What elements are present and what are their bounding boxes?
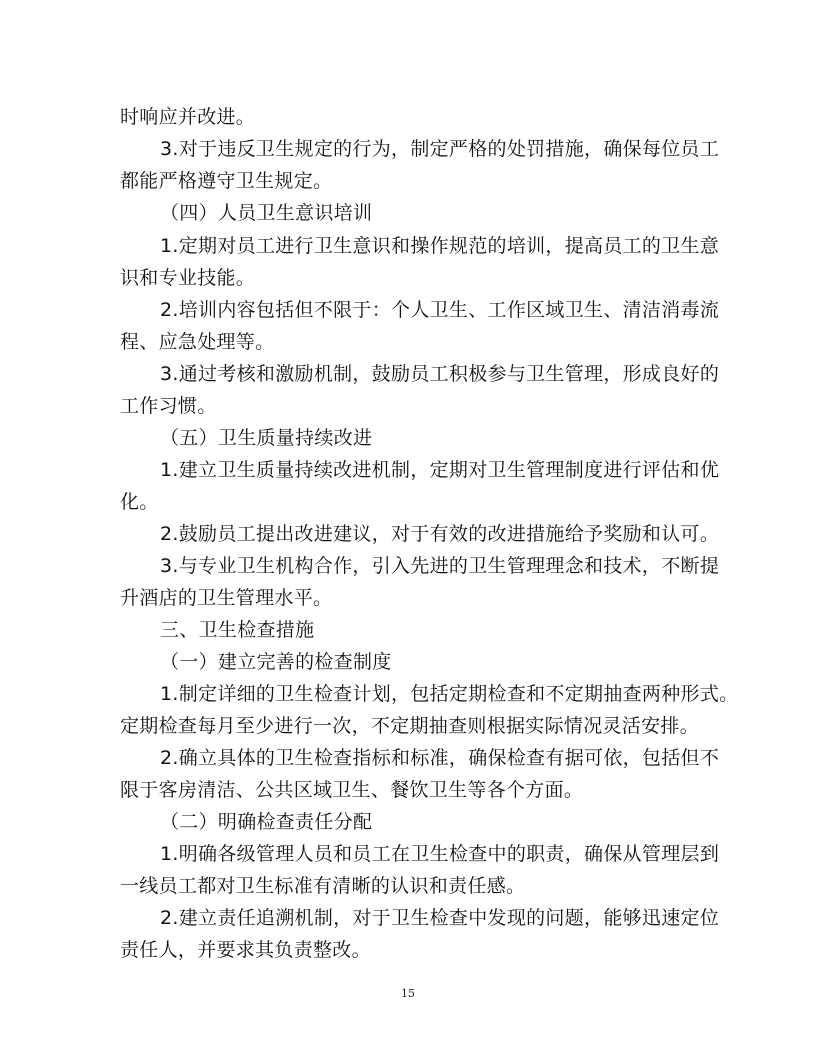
- text-line: 1.定期对员工进行卫生意识和操作规范的培训，提高员工的卫生意: [160, 235, 720, 257]
- text-line: 识和专业技能。: [120, 267, 256, 289]
- text-line: 3.对于违反卫生规定的行为，制定严格的处罚措施，确保每位员工: [160, 138, 720, 160]
- text-line: 化。: [120, 491, 159, 513]
- text-line: 程、应急处理等。: [120, 331, 275, 353]
- text-line: 2.鼓励员工提出改进建议，对于有效的改进措施给予奖励和认可。: [160, 523, 720, 545]
- text-line: 责任人，并要求其负责整改。: [120, 939, 371, 961]
- text-line: 2.培训内容包括但不限于：个人卫生、工作区域卫生、清洁消毒流: [160, 299, 720, 321]
- subsection-heading: （一）建立完善的检查制度: [160, 651, 392, 673]
- text-line: 1.明确各级管理人员和员工在卫生检查中的职责，确保从管理层到: [160, 843, 720, 865]
- text-line: 3.通过考核和激励机制，鼓励员工积极参与卫生管理，形成良好的: [160, 363, 720, 385]
- section-heading: （四）人员卫生意识培训: [160, 202, 373, 224]
- text-line: 定期检查每月至少进行一次，不定期抽查则根据实际情况灵活安排。: [120, 715, 700, 737]
- text-line: 都能严格遵守卫生规定。: [120, 170, 333, 192]
- text-line: 一线员工都对卫生标准有清晰的认识和责任感。: [120, 875, 526, 897]
- section-heading: （五）卫生质量持续改进: [160, 427, 373, 449]
- text-line: 1.制定详细的卫生检查计划，包括定期检查和不定期抽查两种形式。: [160, 683, 739, 705]
- page-number: 15: [401, 987, 415, 1000]
- text-line: 升酒店的卫生管理水平。: [120, 587, 333, 609]
- text-line: 2.确立具体的卫生检查指标和标准，确保检查有据可依，包括但不: [160, 747, 720, 769]
- section-heading: 三、卫生检查措施: [160, 619, 315, 641]
- text-line: 工作习惯。: [120, 395, 217, 417]
- text-line: 1.建立卫生质量持续改进机制，定期对卫生管理制度进行评估和优: [160, 459, 720, 481]
- text-line: 限于客房清洁、公共区域卫生、餐饮卫生等各个方面。: [120, 779, 584, 801]
- subsection-heading: （二）明确检查责任分配: [160, 811, 373, 833]
- text-line: 时响应并改进。: [120, 106, 256, 128]
- text-line: 2.建立责任追溯机制，对于卫生检查中发现的问题，能够迅速定位: [160, 907, 720, 929]
- text-line: 3.与专业卫生机构合作，引入先进的卫生管理理念和技术，不断提: [160, 555, 720, 577]
